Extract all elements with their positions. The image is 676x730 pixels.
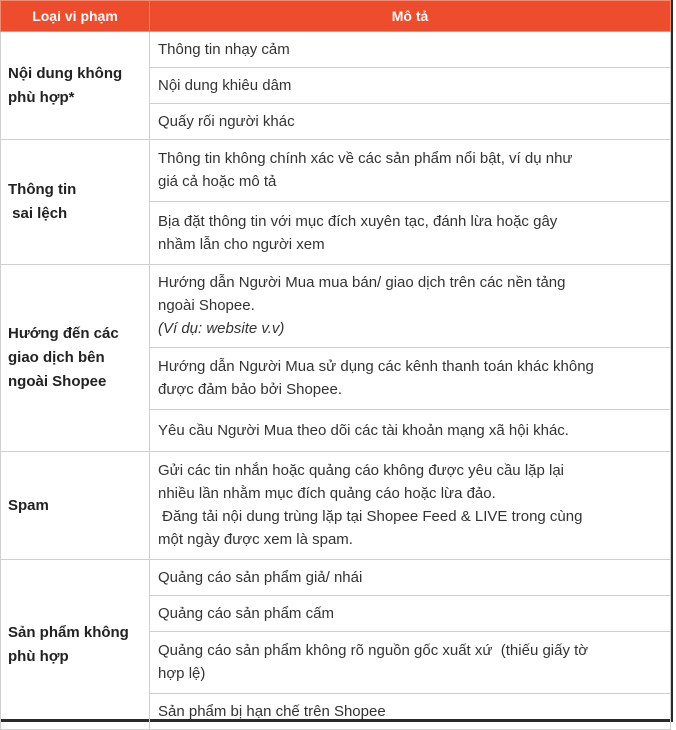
category-line: Thông tin	[8, 181, 77, 198]
description-line: Bịa đặt thông tin với mục đích xuyên tạc, đánh lừa hoặc gây	[158, 212, 558, 230]
description-line: nhiều lần nhằm mục đích quảng cáo hoặc lừa đảo.	[158, 485, 496, 502]
category-line: Sản phẩm không	[8, 623, 129, 641]
description-line: ngoài Shopee.	[158, 297, 255, 314]
category-line: sai lệch	[8, 205, 68, 222]
category-cell	[1, 265, 150, 452]
description-cell	[150, 560, 671, 596]
table-row	[1, 560, 671, 596]
category-cell	[1, 32, 150, 140]
description-cell	[150, 202, 671, 265]
category-line: Hướng đến các	[8, 325, 119, 342]
category-line: Nội dung không	[8, 64, 123, 82]
description-line: Hướng dẫn Người Mua mua bán/ giao dịch trên các nền tảng	[158, 274, 566, 291]
description-line: Nội dung khiêu dâm	[158, 76, 292, 94]
description-line: hợp lệ)	[158, 665, 206, 682]
description-line: Quảng cáo sản phẩm giả/ nhái	[158, 568, 363, 586]
table-header-row	[1, 1, 671, 32]
category-cell	[1, 452, 150, 560]
description-line: Sản phẩm bị hạn chế trên Shopee	[158, 702, 386, 720]
description-cell	[150, 410, 671, 452]
description-line: Yêu cầu Người Mua theo dõi các tài khoản mạng xã hội khác.	[158, 421, 569, 439]
table-row	[1, 140, 671, 202]
description-cell	[150, 348, 671, 410]
description-line: Gửi các tin nhắn hoặc quảng cáo không được yêu cầu lặp lại	[158, 462, 565, 479]
description-cell	[150, 68, 671, 104]
header-violation-type: Loại vi phạm	[1, 1, 150, 32]
description-line: một ngày được xem là spam.	[158, 531, 353, 548]
category-cell	[1, 140, 150, 265]
description-line: Đăng tải nội dung trùng lặp tại Shopee Feed & LIVE trong cùng	[158, 508, 583, 525]
description-cell	[150, 32, 671, 68]
description-line: Quảng cáo sản phẩm không rõ nguồn gốc xuất xứ (thiếu giấy tờ	[158, 642, 589, 659]
description-cell	[150, 632, 671, 694]
description-line: Thông tin nhạy cảm	[158, 40, 290, 58]
category-line: Spam	[8, 496, 49, 514]
description-line: Hướng dẫn Người Mua sử dụng các kênh thanh toán khác không	[158, 358, 594, 375]
table-row	[1, 265, 671, 348]
example-note: (Ví dụ: website v.v)	[158, 320, 285, 337]
category-cell	[1, 560, 150, 730]
category-line: giao dịch bên	[8, 349, 105, 366]
description-cell	[150, 694, 671, 730]
description-cell	[150, 104, 671, 140]
category-line: phù hợp*	[8, 88, 75, 106]
description-line: Thông tin không chính xác về các sản phẩm nổi bật, ví dụ như	[158, 150, 573, 167]
description-cell	[150, 140, 671, 202]
description-line: giá cả hoặc mô tả	[158, 173, 277, 190]
description-line: Quảng cáo sản phẩm cấm	[158, 604, 334, 622]
header-description: Mô tả	[150, 1, 671, 32]
description-line: được đảm bảo bởi Shopee.	[158, 381, 342, 398]
description-cell	[150, 265, 671, 348]
description-cell	[150, 596, 671, 632]
category-line: phù hợp	[8, 647, 69, 665]
category-line: ngoài Shopee	[8, 373, 107, 390]
description-line: nhầm lẫn cho người xem	[158, 235, 325, 253]
table-row	[1, 452, 671, 560]
description-line: Quấy rối người khác	[158, 112, 295, 130]
table-row	[1, 32, 671, 68]
description-cell	[150, 452, 671, 560]
